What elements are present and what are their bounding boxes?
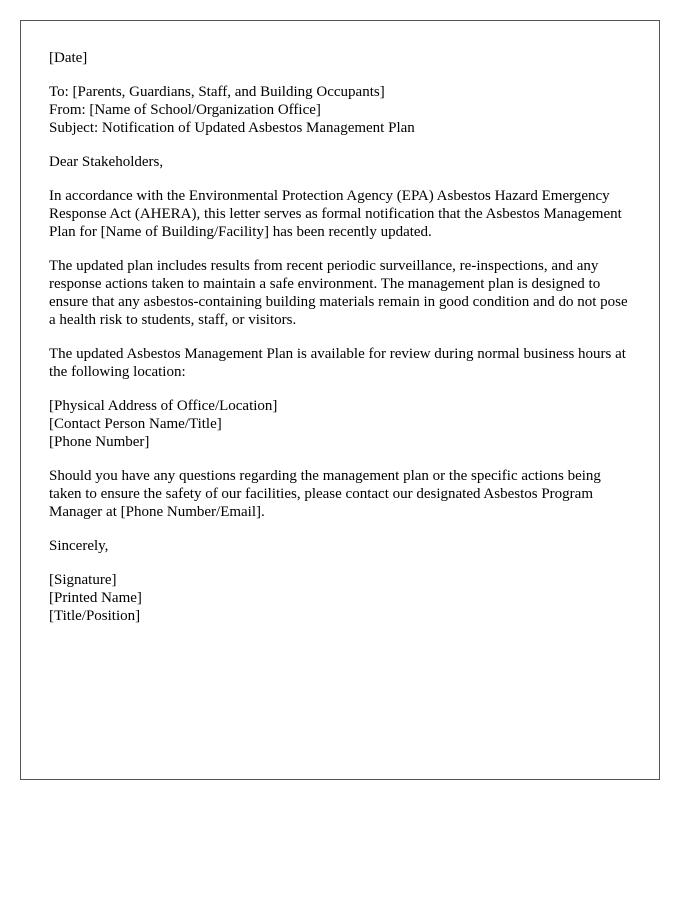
letter-date: [Date] — [49, 50, 88, 66]
printed-name-line: [Printed Name] — [49, 590, 142, 606]
salutation: Dear Stakeholders, — [49, 154, 164, 170]
paragraph-questions: Should you have any questions regarding the management plan or the specific actions being taken to ensure the safety of our facilities, please contact our designated Asbestos Program Manager at [Phone Number/Email]. — [49, 468, 601, 520]
closing: Sincerely, — [49, 538, 109, 554]
location-address: [Physical Address of Office/Location] — [49, 398, 278, 414]
signature-line: [Signature] — [49, 572, 117, 588]
paragraph-plan-details: The updated plan includes results from recent periodic surveillance, re-inspections, and any response actions taken to maintain a safe environment. The management plan is designed to ensure that any asbestos-containing building materials remain in good condition and do not pose a health risk to students, staff, or visitors. — [49, 258, 628, 328]
to-line: To: [Parents, Guardians, Staff, and Building Occupants] — [49, 84, 385, 100]
paragraph-availability: The updated Asbestos Management Plan is available for review during normal business hours at the following location: — [49, 346, 626, 380]
location-contact: [Contact Person Name/Title] — [49, 416, 222, 432]
letter-header — [49, 83, 631, 137]
signature-block — [49, 571, 631, 625]
location-block — [49, 397, 631, 451]
from-line: From: [Name of School/Organization Office] — [49, 102, 321, 118]
paragraph-intro: In accordance with the Environmental Protection Agency (EPA) Asbestos Hazard Emergency Response Act (AHERA), this letter serves as formal notification that the Asbestos Management Plan for [Name of Building/Facility] has been recently updated. — [49, 188, 622, 240]
subject-line: Subject: Notification of Updated Asbestos Management Plan — [49, 120, 415, 136]
title-position-line: [Title/Position] — [49, 608, 141, 624]
letter-page — [20, 20, 660, 780]
location-phone: [Phone Number] — [49, 434, 150, 450]
